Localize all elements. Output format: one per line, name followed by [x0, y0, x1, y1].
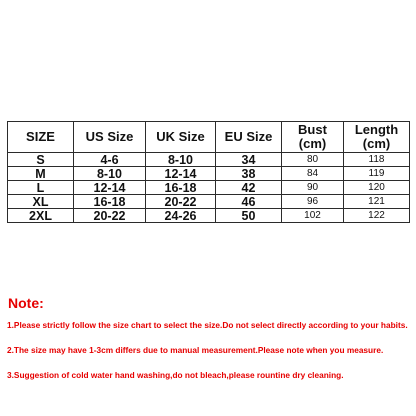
- cell-us-size: 20-22: [74, 209, 146, 223]
- table-row: [8, 167, 410, 181]
- cell-bust: 96: [282, 195, 344, 209]
- cell-uk-size: 20-22: [146, 195, 216, 209]
- size-table: [7, 121, 410, 223]
- cell-length: 121: [344, 195, 410, 209]
- table-row: [8, 153, 410, 167]
- table-row: [8, 209, 410, 223]
- cell-size: M: [8, 167, 74, 181]
- table-header-row: [8, 122, 410, 153]
- header-eu-size: EU Size: [216, 122, 282, 153]
- header-uk-size: UK Size: [146, 122, 216, 153]
- cell-uk-size: 8-10: [146, 153, 216, 167]
- cell-size: S: [8, 153, 74, 167]
- cell-us-size: 8-10: [74, 167, 146, 181]
- cell-uk-size: 24-26: [146, 209, 216, 223]
- cell-uk-size: 16-18: [146, 181, 216, 195]
- note-line-1: 1.Please strictly follow the size chart to select the size.Do not select directly according to your habits.: [7, 320, 408, 330]
- header-size: SIZE: [8, 122, 74, 153]
- note-line-3: 3.Suggestion of cold water hand washing,do not bleach,please rountine dry cleaning.: [7, 370, 344, 380]
- cell-uk-size: 12-14: [146, 167, 216, 181]
- note-title: Note:: [8, 295, 44, 311]
- cell-eu-size: 46: [216, 195, 282, 209]
- cell-eu-size: 50: [216, 209, 282, 223]
- cell-length: 122: [344, 209, 410, 223]
- cell-us-size: 12-14: [74, 181, 146, 195]
- cell-bust: 102: [282, 209, 344, 223]
- cell-length: 120: [344, 181, 410, 195]
- cell-size: XL: [8, 195, 74, 209]
- cell-length: 119: [344, 167, 410, 181]
- header-bust: Bust (cm): [282, 122, 344, 153]
- cell-bust: 84: [282, 167, 344, 181]
- table-row: [8, 181, 410, 195]
- cell-bust: 80: [282, 153, 344, 167]
- cell-size: L: [8, 181, 74, 195]
- cell-eu-size: 34: [216, 153, 282, 167]
- header-length: Length (cm): [344, 122, 410, 153]
- cell-size: 2XL: [8, 209, 74, 223]
- cell-us-size: 16-18: [74, 195, 146, 209]
- header-us-size: US Size: [74, 122, 146, 153]
- table-row: [8, 195, 410, 209]
- note-line-2: 2.The size may have 1-3cm differs due to manual measurement.Please note when you measure.: [7, 345, 384, 355]
- cell-bust: 90: [282, 181, 344, 195]
- cell-length: 118: [344, 153, 410, 167]
- cell-eu-size: 38: [216, 167, 282, 181]
- cell-eu-size: 42: [216, 181, 282, 195]
- cell-us-size: 4-6: [74, 153, 146, 167]
